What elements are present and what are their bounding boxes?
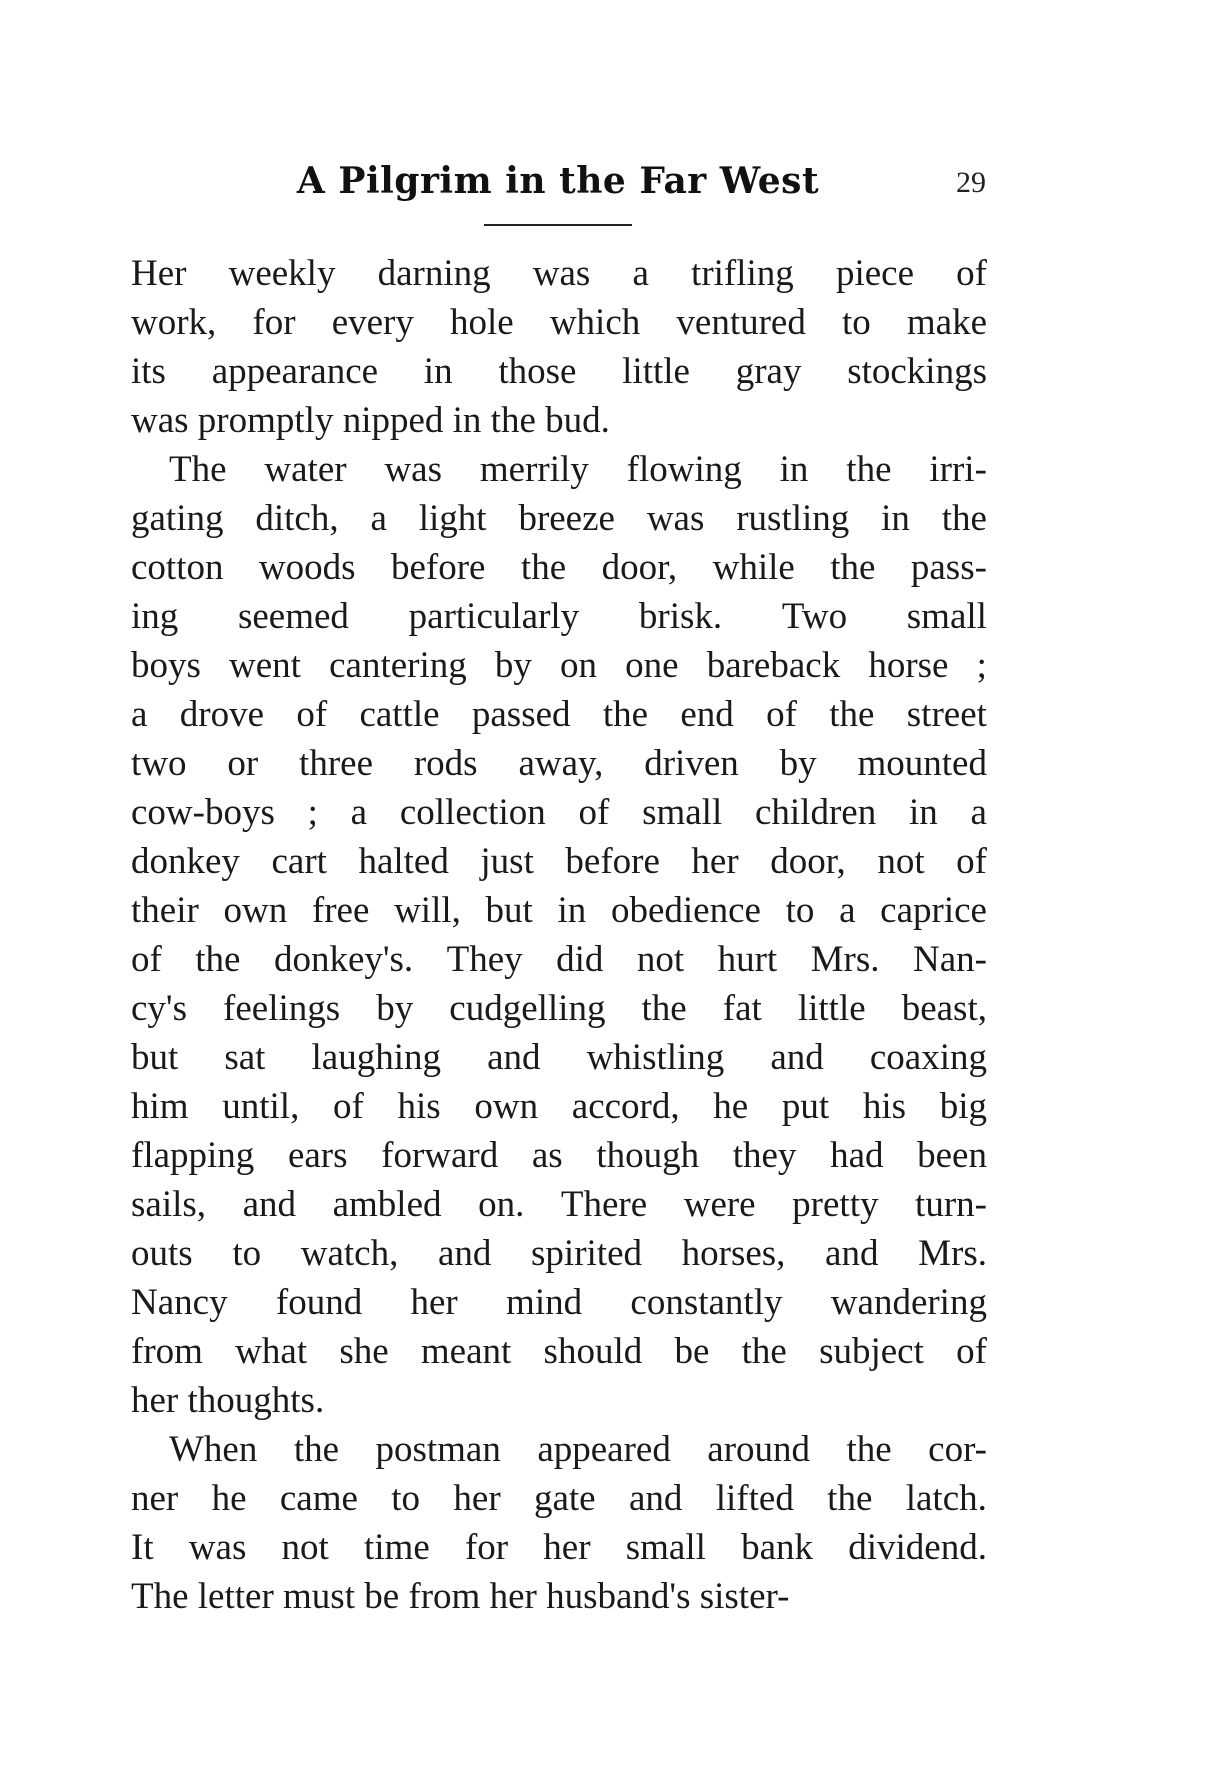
text-line: two or three rods away, driven by mounted — [131, 743, 987, 784]
text-line: cow-boys ; a collection of small children in a — [131, 792, 987, 833]
page-number: 29 — [956, 166, 986, 199]
text-line: cotton woods before the door, while the pass- — [131, 547, 987, 588]
text-line: work, for every hole which ventured to make — [131, 302, 987, 343]
text-line: him until, of his own accord, he put his big — [131, 1086, 987, 1127]
text-line: but sat laughing and whistling and coaxing — [131, 1037, 987, 1078]
text-line: from what she meant should be the subject of — [131, 1331, 987, 1372]
text-line: flapping ears forward as though they had been — [131, 1135, 987, 1176]
text-line: Her weekly darning was a trifling piece of — [131, 253, 987, 294]
body-text — [131, 249, 987, 1621]
text-line: The letter must be from her husband's sister- — [131, 1576, 790, 1617]
text-line: cy's feelings by cudgelling the fat little beast, — [131, 988, 987, 1029]
text-line: boys went cantering by on one bareback horse ; — [131, 645, 987, 686]
text-line: outs to watch, and spirited horses, and Mrs. — [131, 1233, 987, 1274]
header-rule — [484, 224, 632, 226]
text-line: sails, and ambled on. There were pretty turn- — [131, 1184, 987, 1225]
text-line: ing seemed particularly brisk. Two small — [131, 596, 987, 637]
paragraph — [131, 1425, 987, 1621]
text-line: The water was merrily flowing in the irri- — [169, 449, 987, 490]
running-header — [130, 160, 986, 210]
text-line: Nancy found her mind constantly wandering — [131, 1282, 987, 1323]
text-line: of the donkey's. They did not hurt Mrs. Nan- — [131, 939, 987, 980]
text-line: was promptly nipped in the bud. — [131, 400, 610, 441]
text-line: a drove of cattle passed the end of the street — [131, 694, 987, 735]
text-line: gating ditch, a light breeze was rustling in the — [131, 498, 987, 539]
text-line: her thoughts. — [131, 1380, 325, 1421]
text-line: its appearance in those little gray stockings — [131, 351, 987, 392]
text-line: When the postman appeared around the cor- — [169, 1429, 987, 1470]
text-line: donkey cart halted just before her door, not of — [131, 841, 987, 882]
text-line: ner he came to her gate and lifted the latch. — [131, 1478, 987, 1519]
running-title: A Pilgrim in the Far West — [296, 160, 820, 202]
paragraph — [131, 249, 987, 445]
paragraph — [131, 445, 987, 1425]
text-line: their own free will, but in obedience to a caprice — [131, 890, 987, 931]
text-line: It was not time for her small bank dividend. — [131, 1527, 987, 1568]
